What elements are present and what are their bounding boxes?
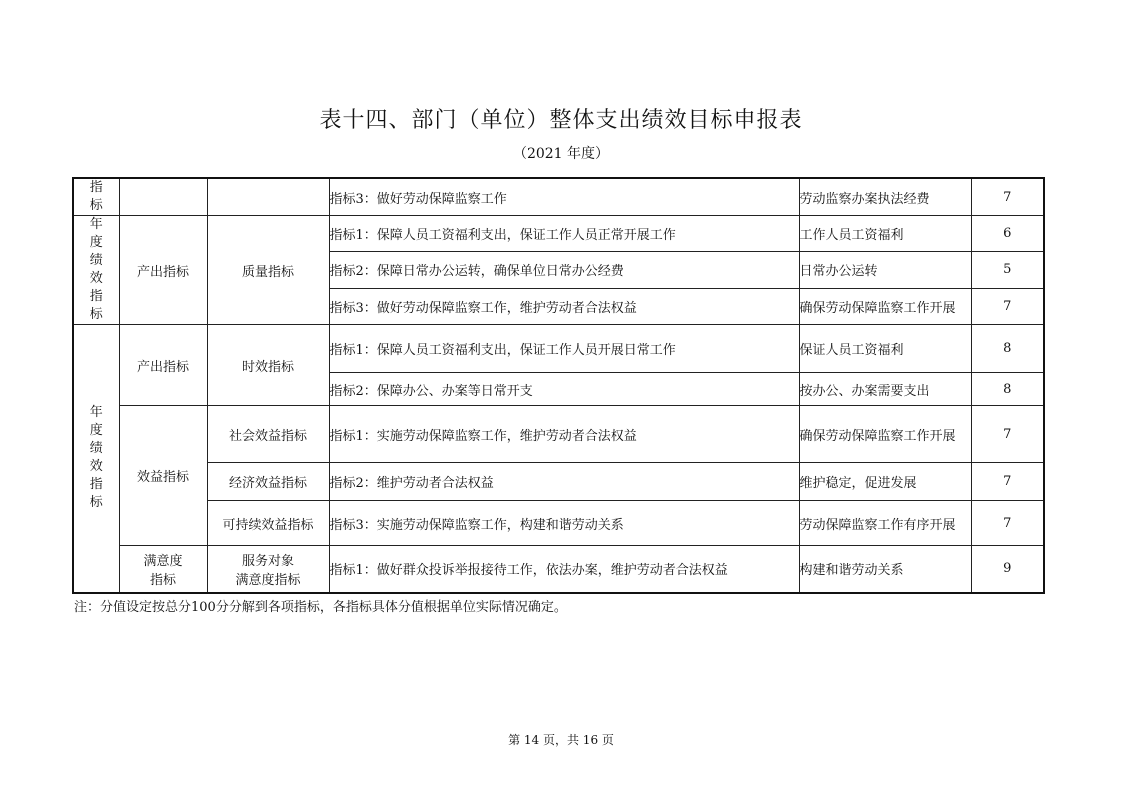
target-cell: 确保劳动保障监察工作开展 [799, 406, 971, 463]
score-cell: 7 [971, 288, 1044, 324]
indicator-cell: 指标2：保障日常办公运转，确保单位日常办公经费 [329, 252, 799, 288]
page-footer: 第 14 页，共 16 页 [508, 733, 614, 747]
level1-cell: 年度绩效指标 [73, 216, 119, 325]
target-cell: 劳动保障监察工作有序开展 [799, 501, 971, 546]
table-note: 注：分值设定按总分100分分解到各项指标，各指标具体分值根据单位实际情况确定。 [74, 600, 567, 615]
target-cell: 维护稳定，促进发展 [799, 463, 971, 501]
table-row [73, 178, 1044, 216]
table-row [73, 325, 1044, 373]
level3-cell: 经济效益指标 [207, 463, 329, 501]
level2-cell: 产出指标 [119, 325, 207, 406]
target-cell: 按办公、办案需要支出 [799, 373, 971, 406]
target-cell: 日常办公运转 [799, 252, 971, 288]
performance-table [72, 177, 1045, 594]
score-cell: 6 [971, 216, 1044, 252]
indicator-cell: 指标1：保障人员工资福利支出，保证工作人员正常开展工作 [329, 216, 799, 252]
indicator-cell: 指标3：做好劳动保障监察工作，维护劳动者合法权益 [329, 288, 799, 324]
score-cell: 7 [971, 406, 1044, 463]
level3-cell: 服务对象 满意度指标 [207, 546, 329, 593]
indicator-cell: 指标3：做好劳动保障监察工作 [329, 178, 799, 216]
target-cell: 构建和谐劳动关系 [799, 546, 971, 593]
target-cell: 工作人员工资福利 [799, 216, 971, 252]
score-cell: 9 [971, 546, 1044, 593]
indicator-cell: 指标2：维护劳动者合法权益 [329, 463, 799, 501]
indicator-cell: 指标2：保障办公、办案等日常开支 [329, 373, 799, 406]
level1-cell: 指标 [73, 178, 119, 216]
indicator-cell: 指标1：保障人员工资福利支出，保证工作人员开展日常工作 [329, 325, 799, 373]
indicator-cell: 指标1：实施劳动保障监察工作，维护劳动者合法权益 [329, 406, 799, 463]
score-cell: 7 [971, 463, 1044, 501]
score-cell: 8 [971, 373, 1044, 406]
score-cell: 8 [971, 325, 1044, 373]
score-cell: 5 [971, 252, 1044, 288]
level3-cell: 质量指标 [207, 216, 329, 325]
score-cell: 7 [971, 178, 1044, 216]
level2-cell: 产出指标 [119, 216, 207, 325]
level2-cell: 效益指标 [119, 406, 207, 546]
page-title: 表十四、部门（单位）整体支出绩效目标申报表 [319, 108, 803, 133]
target-cell: 劳动监察办案执法经费 [799, 178, 971, 216]
table-row [73, 463, 1044, 501]
target-cell: 保证人员工资福利 [799, 325, 971, 373]
level3-cell: 时效指标 [207, 325, 329, 406]
table-row [73, 216, 1044, 252]
level3-cell: 可持续效益指标 [207, 501, 329, 546]
indicator-cell: 指标1：做好群众投诉举报接待工作，依法办案，维护劳动者合法权益 [329, 546, 799, 593]
score-cell: 7 [971, 501, 1044, 546]
target-cell: 确保劳动保障监察工作开展 [799, 288, 971, 324]
table-row [73, 406, 1044, 463]
table-row [73, 546, 1044, 593]
page-subtitle: （2021 年度） [512, 146, 610, 162]
indicator-cell: 指标3：实施劳动保障监察工作，构建和谐劳动关系 [329, 501, 799, 546]
level2-cell: 满意度 指标 [119, 546, 207, 593]
level1-cell: 年度绩效指标 [73, 325, 119, 593]
level3-cell: 社会效益指标 [207, 406, 329, 463]
table-row [73, 501, 1044, 546]
